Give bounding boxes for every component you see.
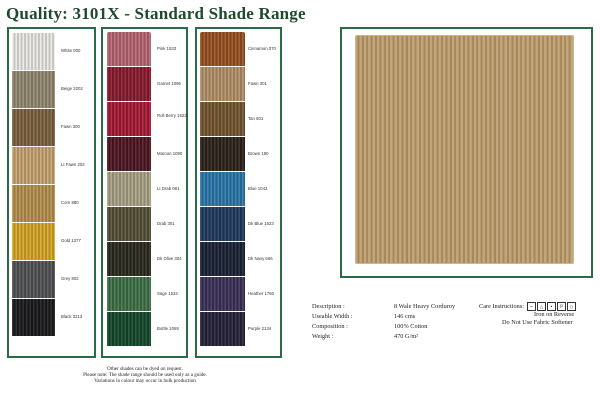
shade-label: Black 3213 <box>61 314 83 320</box>
main-swatch-panel <box>340 27 593 278</box>
care-icons <box>527 302 577 311</box>
shade-label: Brown 190 <box>248 150 269 156</box>
shade-swatch <box>107 137 151 171</box>
shade-label: Maroon 1090 <box>157 150 183 156</box>
spec-value: 100% Cotton <box>394 323 428 330</box>
shade-swatch <box>200 32 245 66</box>
shade-swatch <box>200 312 245 346</box>
bleach-triangle-icon: △ <box>537 302 546 311</box>
shade-label: Pink 1533 <box>157 45 177 51</box>
shade-swatch <box>12 109 55 146</box>
shade-swatch <box>12 223 55 260</box>
shade-label: Grey 802 <box>61 276 79 282</box>
shade-swatch <box>12 299 55 336</box>
footnote-line: Please note: The shade range should be used only as a guide. <box>83 372 207 378</box>
shade-label: Dk Navy 666 <box>248 255 273 261</box>
shade-label: Cinnamon 070 <box>248 45 276 51</box>
shade-label: Dk Olive 304 <box>157 255 182 261</box>
shade-label: Drab 301 <box>157 220 175 226</box>
shade-panel-2 <box>101 27 188 358</box>
shade-swatch <box>200 277 245 311</box>
shade-swatch <box>107 312 151 346</box>
shade-label: Gold 1377 <box>61 238 81 244</box>
shade-panel-1 <box>7 27 96 358</box>
shade-swatch <box>12 261 55 298</box>
care-no-softener: Do Not Use Fabric Softener <box>502 319 573 326</box>
shade-swatch <box>200 137 245 171</box>
spec-key: Description : <box>312 303 345 310</box>
shade-panel-3 <box>195 27 282 358</box>
shade-swatch <box>107 172 151 206</box>
spec-key: Weight : <box>312 333 334 340</box>
shade-swatch <box>107 242 151 276</box>
shade-swatch <box>12 185 55 222</box>
shade-label: White 000 <box>61 48 81 54</box>
shade-label: Lt Drab 081 <box>157 185 180 191</box>
shade-swatch <box>12 33 55 70</box>
shade-label: Garnet 1096 <box>157 80 181 86</box>
shade-label: Dk Blue 1623 <box>248 220 274 226</box>
shade-swatch <box>200 67 245 101</box>
footnote-line: Variations in colour may occur in bulk production <box>94 378 196 384</box>
footnote-line: Other shades can be dyed on request. <box>107 366 183 372</box>
main-fabric-swatch <box>355 35 574 264</box>
tumble-dry-icon: ○ <box>567 302 576 311</box>
shade-swatch <box>200 102 245 136</box>
spec-value: 470 G/m² <box>394 333 419 340</box>
iron-icon: • <box>547 302 556 311</box>
spec-key: Useable Width : <box>312 313 353 320</box>
shade-swatch <box>107 67 151 101</box>
shade-label: Bottle 1069 <box>157 325 179 331</box>
shade-label: Fawn 300 <box>61 124 80 130</box>
shade-label: Fawn 301 <box>248 80 267 86</box>
shade-swatch <box>107 32 151 66</box>
dry-clean-circle-icon: P <box>557 302 566 311</box>
spec-key: Composition : <box>312 323 348 330</box>
page-title: Quality: 3101X - Standard Shade Range <box>6 4 306 23</box>
shade-label: Purple 2134 <box>248 325 272 331</box>
shade-swatch <box>107 207 151 241</box>
shade-label: Sage 1534 <box>157 290 178 296</box>
spec-value: 146 cms <box>394 313 416 320</box>
spec-value: 8 Wale Heavy Corduroy <box>394 303 456 310</box>
shade-label: Corn 880 <box>61 200 79 206</box>
shade-swatch <box>200 172 245 206</box>
shade-swatch <box>107 102 151 136</box>
shade-swatch <box>12 71 55 108</box>
care-instructions <box>479 302 577 326</box>
shade-swatch <box>107 277 151 311</box>
shade-label: Roll Berry 1623 <box>157 113 187 119</box>
shade-swatch <box>12 147 55 184</box>
shade-label: Tan 601 <box>248 115 264 121</box>
shade-label: Blue 1043 <box>248 185 268 191</box>
shade-label: Beige 3202 <box>61 86 83 92</box>
footnotes <box>70 366 220 384</box>
care-label: Care Instructions: <box>479 302 524 310</box>
shade-label: Lt Fawn 202 <box>61 162 85 168</box>
shade-swatch <box>200 207 245 241</box>
care-iron-reverse: Iron on Reverse <box>534 311 575 318</box>
shade-swatch <box>200 242 245 276</box>
wash-tub-icon: ~ <box>527 302 536 311</box>
shade-label: Heather 1760 <box>248 290 275 296</box>
